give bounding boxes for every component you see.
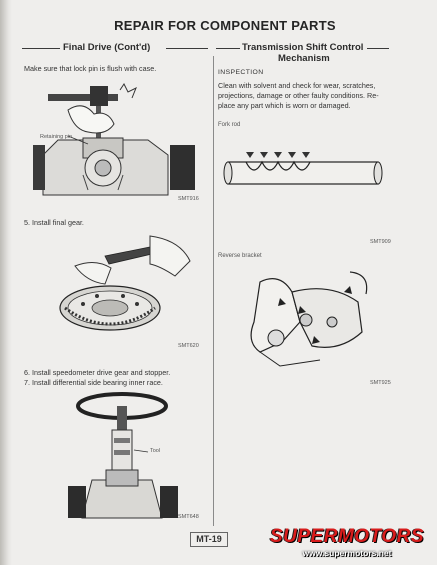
figure-final-gear <box>55 236 195 346</box>
inspection-line-1: Clean with solvent and check for wear, scratches, <box>218 81 376 90</box>
figure-reverse-bracket <box>240 262 390 372</box>
figure-fork-rod <box>222 148 387 198</box>
retaining-pin-label: Retaining pin <box>40 134 73 140</box>
step-5: 5. Install final gear. <box>24 218 84 227</box>
figure-code-smt909: SMT909 <box>370 239 391 245</box>
figure-code-smt916: SMT916 <box>178 196 199 202</box>
heading-rule <box>166 48 208 49</box>
fork-rod-label: Fork rod <box>218 122 241 128</box>
step-6: 6. Install speedometer drive gear and stopper. <box>24 368 171 377</box>
heading-rule <box>216 48 240 49</box>
heading-rule <box>367 48 389 49</box>
step-7: 7. Install differential side bearing inner race. <box>24 378 163 387</box>
page-number: MT-19 <box>190 532 228 547</box>
right-heading-line1: Transmission Shift Control <box>242 42 364 53</box>
column-divider <box>213 56 214 526</box>
figure-code-smt648: SMT648 <box>178 514 199 520</box>
inspection-heading: INSPECTION <box>218 69 264 76</box>
figure-code-smt620: SMT620 <box>178 343 199 349</box>
supermotors-watermark <box>262 526 432 560</box>
intro-text: Make sure that lock pin is flush with case. <box>24 64 157 73</box>
figure-code-smt925: SMT925 <box>370 380 391 386</box>
watermark-brand: SUPERMOTORS <box>269 526 424 547</box>
reverse-bracket-label: Reverse bracket <box>218 253 262 259</box>
heading-rule <box>22 48 60 49</box>
binder-edge <box>0 0 12 565</box>
watermark-url: www.supermotors.net <box>302 548 392 558</box>
inspection-line-3: place any part which is worn or damaged. <box>218 101 351 110</box>
left-heading: Final Drive (Cont'd) <box>63 42 151 53</box>
right-heading-line2: Mechanism <box>278 53 330 64</box>
page-title: REPAIR FOR COMPONENT PARTS <box>114 18 336 33</box>
figure-bearing-tool <box>62 390 192 520</box>
tool-label: Tool <box>150 448 161 454</box>
figure-lock-pin <box>28 80 203 205</box>
inspection-line-2: projections, damage or other faulty conditions. Re- <box>218 91 379 100</box>
